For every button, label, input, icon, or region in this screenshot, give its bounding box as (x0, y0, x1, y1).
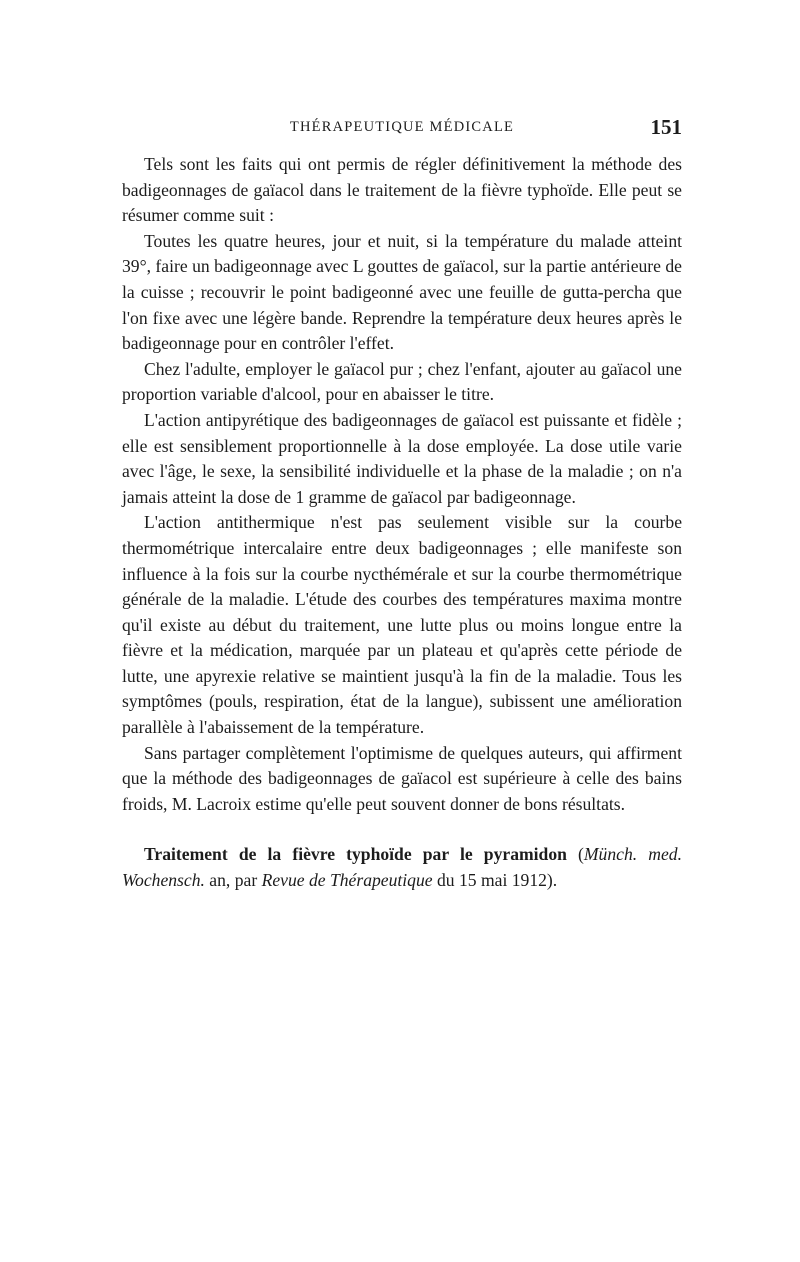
running-title: THÉRAPEUTIQUE MÉDICALE (289, 119, 515, 135)
reference-journal: Münch. med. Wochensch. (122, 844, 682, 891)
running-head (122, 112, 682, 142)
reference-mid: an, par (204, 870, 262, 891)
page-number: 151 (650, 115, 682, 139)
paragraph-antithermic-action: L'action antithermique n'est pas seulement visible sur la courbe thermométrique intercalaire entre deux badigeonnages ; elle manifeste son influence à la fois sur la courbe nycthémérale et sur la courbe thermométrique générale de la maladie. L'étude des courbes des températures maxima montre qu'il existe au début du traitement, une lutte plus ou moins longue entre la fièvre et la médication, marquée par un plateau et qu'après cette période de lutte, une apyrexie relative se maintient jusqu'à la fin de la maladie. Tous les symptômes (pouls, respiration, état de la langue), subissent une amélioration parallèle à l'abaissement de la température. (122, 512, 682, 738)
reference-open-paren: ( (566, 844, 584, 865)
reference-review: Revue de Thérapeutique (261, 870, 433, 891)
paragraph-protocol: Toutes les quatre heures, jour et nuit, si la température du malade atteint 39°, faire un badigeonnage avec L gouttes de gaïacol, sur la partie antérieure de la cuisse ; recouvrir le point badigeonné avec une feuille de gutta-percha que l'on fixe avec une légère bande. Reprendre la température deux heures après le badigeonnage pour en contrôler l'effet. (122, 230, 682, 354)
body-text (122, 152, 682, 894)
reference-title: Traitement de la fièvre typhoïde par le pyramidon (144, 844, 567, 865)
paragraph-dosage-adult-child: Chez l'adulte, employer le gaïacol pur ; chez l'enfant, ajouter au gaïacol une proportion variable d'alcool, pour en abaisser le titre. (122, 358, 682, 405)
paragraph-conclusion: Sans partager complètement l'optimisme de quelques auteurs, qui affirment que la méthode des badigeonnages de gaïacol est supérieure à celle des bains froids, M. Lacroix estime qu'elle peut souvent donner de bons résultats. (122, 742, 682, 814)
paragraph-antipyretic-action: L'action antipyrétique des badigeonnages de gaïacol est puissante et fidèle ; elle est sensiblement proportionnelle à la dose employée. La dose utile varie avec l'âge, le sexe, la sensibilité individuelle et la phase de la maladie ; on n'a jamais atteint la dose de 1 gramme de gaïacol par badigeonnage. (122, 409, 682, 507)
reference-date: du 15 mai 1912). (432, 870, 558, 891)
paragraph-intro: Tels sont les faits qui ont permis de régler définitivement la méthode des badigeonnages de gaïacol dans le traitement de la fièvre typhoïde. Elle peut se résumer comme suit : (122, 154, 682, 226)
reference-entry (122, 842, 682, 893)
